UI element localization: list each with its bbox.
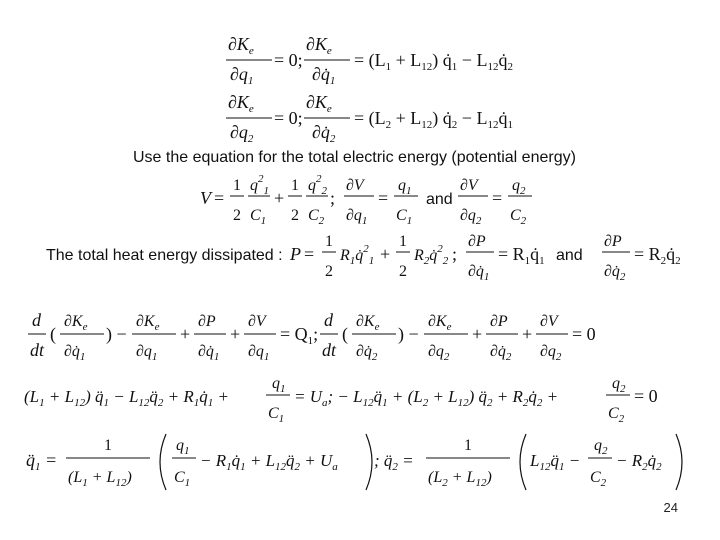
svg-text:∂V: ∂V (248, 313, 266, 330)
svg-text:=: = (304, 244, 315, 264)
svg-text:d: d (324, 310, 333, 330)
svg-text:2: 2 (325, 263, 333, 280)
energy-sentence: Use the equation for the total electric energy (potential energy) (133, 149, 576, 166)
equation-row-4 (46, 233, 681, 283)
svg-text:C1: $C_1$ (268, 405, 285, 425)
svg-text:R1q̇21: $R_1q̇^2_1$ (340, 243, 375, 267)
svg-text:+: + (230, 324, 241, 344)
svg-text:C2: $C_2$ (590, 469, 607, 489)
svg-text:2: 2 (233, 207, 241, 224)
svg-text:dt: dt (322, 340, 337, 360)
equation-row-1 (226, 34, 513, 87)
svg-text:∂Ke: $\partial K_e$ (64, 313, 88, 333)
svg-text:C2: $C_2$ (510, 207, 527, 227)
svg-text:R2q̇22: $R_2q̇^2_2$ (414, 243, 449, 267)
svg-text:1: 1 (233, 177, 241, 194)
svg-text:∂P: ∂P (198, 313, 216, 330)
svg-text:∂P: ∂P (490, 313, 508, 330)
svg-text:d: d (32, 310, 41, 330)
svg-text:+: + (274, 188, 285, 208)
svg-text:q2: $q_2$ (612, 375, 626, 395)
and-word-2: and (556, 247, 583, 264)
svg-text:∂q̇1: $\partial q̇_1$ (468, 263, 490, 283)
partial-ke-num: $\partial K_e$ (228, 34, 254, 57)
svg-text:C1: $C_1$ (250, 207, 267, 227)
svg-text:(L1 + L12): $(L_1 + L_{12})$ (68, 469, 132, 489)
svg-text:∂q1: $\partial q_1$ (230, 64, 254, 87)
svg-text:1: 1 (464, 437, 472, 454)
svg-text:∂Ke: $\partial K_e$ (428, 313, 452, 333)
svg-text:; q̈2 =: ; $q̈_2$ = (374, 451, 414, 473)
svg-text:C2: $C_2$ (608, 405, 625, 425)
svg-text:∂q̇2: $\partial q̇_2$ (312, 122, 336, 145)
svg-text:∂P: ∂P (604, 233, 622, 250)
svg-text:C1: $C_1$ (396, 207, 413, 227)
svg-text:∂Ke: $\partial K_e$ (356, 313, 380, 333)
svg-text:+: + (380, 244, 391, 264)
svg-text:V: V (200, 188, 211, 208)
svg-text:P: P (290, 244, 301, 264)
svg-text:∂q̇1: $\partial q̇_1$ (312, 64, 336, 87)
svg-text:∂q̇2: $\partial q̇_2$ (490, 343, 512, 363)
svg-text:∂q1: $\partial q_1$ (346, 207, 368, 227)
svg-text:= R1q̇1: = $R_1q̇_1$ (498, 244, 545, 267)
svg-text:∂P: ∂P (468, 233, 486, 250)
svg-text:) −: ) − (398, 324, 419, 344)
svg-text:q̈1 =: $q̈_1$ = (26, 450, 58, 473)
svg-text:− R1q̇1 + L12q̈2 + Ua: − $R_1q̇_1$ + $L_{12}q̈_2 + U_a$ (200, 451, 338, 473)
svg-text:+: + (472, 324, 483, 344)
svg-text:∂Ke: $\partial K_e$ (136, 313, 160, 333)
svg-text:) −: ) − (106, 324, 127, 344)
svg-text:= 0: = 0 (572, 324, 596, 344)
svg-text:= Ua; − L12q̈1 + (L2 + L12) q̈: = $U_a$; − $L_{12}q̈_1 + (L_2 + L_{12})$ $q̈_2$ + $R_2q̇_2$ + (294, 387, 559, 409)
svg-text:q2: $q_2$ (512, 177, 526, 197)
svg-text:dt: dt (30, 340, 45, 360)
svg-text:=: = (214, 188, 225, 208)
svg-text:+: + (180, 324, 191, 344)
svg-text:=: = (378, 188, 389, 208)
svg-text:2: 2 (291, 207, 299, 224)
svg-text:− R2q̇2: − $R_2q̇_2$ (616, 451, 662, 473)
svg-text:∂V: ∂V (540, 313, 558, 330)
svg-text:∂V: ∂V (460, 177, 478, 194)
equation-row-3 (200, 173, 532, 227)
svg-text:2: 2 (399, 263, 407, 280)
svg-text:q21: $q^2_1$ (250, 173, 269, 197)
svg-text:∂q2: $\partial q_2$ (428, 343, 450, 363)
svg-text:(L2 + L12): $(L_2 + L_{12})$ (428, 469, 492, 489)
svg-text:(L1 + L12) q̈1 − L12q̈2 + R1q̇: $(L_1 + L_{12})$ $q̈_1$ − $L_{12}q̈_2$ + $R_1q̇_1$ + (24, 387, 230, 409)
svg-text:1: 1 (399, 233, 407, 250)
svg-text:∂q2: $\partial q_2$ (540, 343, 562, 363)
svg-text:C2: $C_2$ (308, 207, 325, 227)
svg-text:∂q̇1: $\partial q̇_1$ (64, 343, 86, 363)
svg-text:∂Ke: $\partial K_e$ (306, 34, 332, 57)
svg-text:= Q1;: = $Q_1$; (280, 324, 319, 347)
svg-text:C1: $C_1$ (174, 469, 191, 489)
equation-row-2 (226, 92, 513, 145)
svg-text:1: 1 (104, 437, 112, 454)
svg-text:= 0;: = 0; (274, 108, 303, 128)
svg-text:∂Ke: $\partial K_e$ (306, 92, 332, 115)
svg-text:∂q2: $\partial q_2$ (460, 207, 482, 227)
equation-row-6 (24, 375, 658, 425)
equation-row-7 (26, 434, 682, 490)
svg-text:q22: $q^2_2$ (308, 173, 327, 197)
svg-text:;: ; (330, 188, 336, 208)
svg-text:q1: $q_1$ (272, 375, 286, 395)
svg-text:(: ( (342, 324, 348, 344)
svg-text:1: 1 (325, 233, 333, 250)
equation-row-5 (28, 310, 596, 363)
svg-text:∂q2: $\partial q_2$ (230, 122, 254, 145)
svg-text:= 0: = 0 (634, 386, 658, 406)
svg-text:= 0;: = 0; (274, 50, 303, 70)
svg-text:∂q1: $\partial q_1$ (248, 343, 270, 363)
svg-text:∂q̇2: $\partial q̇_2$ (604, 263, 626, 283)
svg-text:= (L2 + L12) q̇2 − L12q̇1: = $(L_2 + L_{12})$ $q̇_2$ − $L_{12}q̇_1$ (354, 108, 513, 131)
svg-text:∂q̇1: $\partial q̇_1$ (198, 343, 220, 363)
svg-text:L12q̈1 −: $L_{12}q̈_1$ − (530, 451, 581, 473)
svg-text:∂Ke: $\partial K_e$ (228, 92, 254, 115)
svg-text:q2: $q_2$ (594, 437, 608, 457)
svg-text:q1: $q_1$ (176, 437, 190, 457)
svg-text:∂V: ∂V (346, 177, 364, 194)
and-word-1: and (426, 191, 453, 208)
svg-text:=: = (492, 188, 503, 208)
page-number: 24 (663, 500, 678, 515)
svg-text:= (L1 + L12) q̇1 − L12q̇2: = $(L_1 + L_{12})$ $q̇_1$ − $L_{12}q̇_2$ (354, 50, 513, 73)
svg-text:(: ( (50, 324, 56, 344)
heat-label: The total heat energy dissipated : (46, 247, 283, 264)
svg-text:∂q̇2: $\partial q̇_2$ (356, 343, 378, 363)
svg-text:+: + (522, 324, 533, 344)
svg-text:;: ; (452, 244, 458, 264)
svg-text:q1: $q_1$ (398, 177, 412, 197)
svg-text:1: 1 (291, 177, 299, 194)
svg-text:∂q1: $\partial q_1$ (136, 343, 158, 363)
svg-text:= R2q̇2: = $R_2q̇_2$ (634, 244, 681, 267)
